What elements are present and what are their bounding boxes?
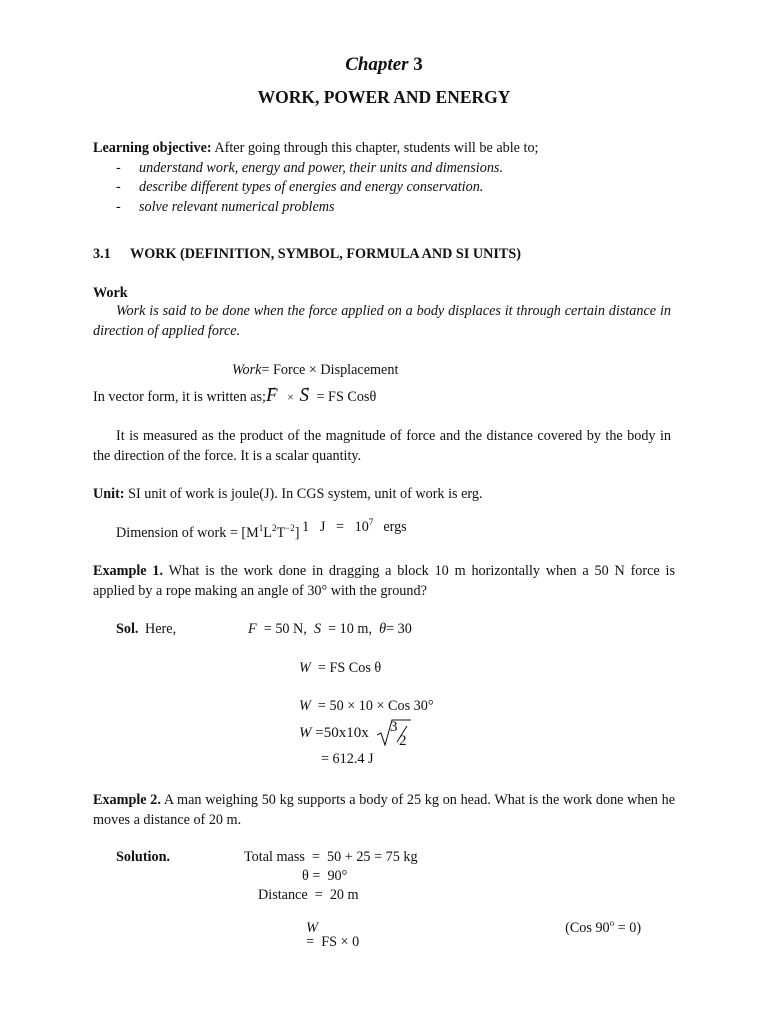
section-number: 3.1 — [93, 246, 111, 262]
solution-line-1 — [299, 661, 381, 675]
chapter-number: 3 — [413, 54, 423, 75]
learning-objective-label: Learning objective: — [93, 140, 212, 156]
objective-dash: - — [116, 160, 121, 176]
chapter-title: WORK, POWER AND ENERGY — [257, 87, 511, 107]
work-variable: W — [299, 698, 311, 714]
solution-row-theta: θ = 90° — [302, 868, 348, 884]
given-s: S — [313, 621, 322, 637]
displacement-vector: → S — [299, 384, 309, 408]
unit-label: Unit: — [93, 486, 125, 502]
work-heading: Work — [93, 285, 128, 301]
dimension-end: ] — [294, 525, 300, 541]
force-vector: → F — [266, 384, 278, 408]
sol-here: Here, — [145, 621, 177, 637]
work-variable: W — [306, 920, 318, 937]
dimension-t-exp: −2 — [285, 523, 295, 533]
fraction-numerator: 3 — [390, 719, 398, 735]
work-formula-lhs: Work — [232, 362, 262, 378]
unit-line — [93, 487, 483, 501]
vector-form-line — [93, 384, 376, 408]
example2-label: Example 2. — [93, 792, 161, 808]
solution-line-3 — [299, 726, 369, 741]
work-formula-rhs: = Force × Displacement — [261, 362, 399, 378]
example1-result: = 612.4 J — [321, 751, 374, 767]
solution-line-2 — [299, 699, 434, 713]
cross-symbol: × — [287, 390, 294, 404]
solution-line-3-rhs: =50x10x — [315, 725, 369, 741]
chapter-word: Chapter — [345, 54, 409, 75]
solution-row-total-mass: Total mass = 50 + 25 = 75 kg — [244, 849, 418, 865]
solution-label: Solution. — [116, 849, 171, 865]
objective-dash: - — [116, 179, 121, 195]
objective-item: describe different types of energies and energy conservation. — [139, 179, 484, 195]
solution-row-work-rhs: = FS × 0 — [306, 934, 360, 951]
conversion-exponent: 7 — [368, 517, 374, 528]
sol-label: Sol. — [116, 621, 139, 637]
section-title: WORK (DEFINITION, SYMBOL, FORMULA AND SI UNITS) — [130, 246, 521, 262]
example1-label: Example 1. — [93, 563, 164, 579]
chapter-heading — [0, 55, 768, 74]
cos90-note-b: = 0) — [614, 920, 642, 937]
given-f: F — [248, 621, 257, 637]
degree-sup: o — [609, 918, 615, 929]
work-variable: W — [299, 660, 311, 676]
conversion-lhs: 1 J = 10 — [302, 519, 369, 536]
work-scalar-text: It is measured as the product of the magnitude of force and the distance covered by the body in the direction of the force. It is a scalar quantity. — [93, 428, 671, 464]
given-theta-value: = 30 — [386, 621, 412, 637]
vector-form-rhs: = FS Cosθ — [316, 389, 377, 405]
solution-line-1-rhs: = FS Cos θ — [317, 660, 382, 676]
work-formula — [232, 363, 398, 377]
example2-text: A man weighing 50 kg supports a body of 25 kg on head. What is the work done when he moves a distance of 20 m. — [93, 792, 675, 828]
objective-item: solve relevant numerical problems — [139, 199, 335, 215]
example1-question — [93, 562, 675, 601]
vector-form-intro: In vector form, it is written as; — [93, 389, 266, 405]
dimension-text: Dimension of work = [M — [116, 525, 259, 541]
dimension-t: T — [276, 525, 286, 541]
work-variable: W — [299, 725, 312, 741]
fraction-denominator: 2 — [399, 733, 407, 749]
learning-objective-intro: After going through this chapter, students will be able to; — [214, 140, 539, 156]
solution-line-2-rhs: = 50 × 10 × Cos 30° — [317, 698, 434, 714]
cos90-note — [558, 907, 641, 935]
given-values — [248, 622, 412, 636]
given-theta: θ — [379, 621, 387, 637]
unit-text: SI unit of work is joule(J). In CGS system, unit of work is erg. — [128, 486, 483, 502]
conversion-rhs: ergs — [383, 519, 407, 536]
joule-erg-conversion — [295, 506, 407, 534]
dimension-m-exp: 1 — [258, 523, 264, 533]
learning-objective — [93, 141, 538, 155]
given-f-value: = 50 N, — [263, 621, 307, 637]
dimension-of-work — [116, 523, 300, 541]
example1-text: What is the work done in dragging a block 10 m horizontally when a 50 N force is applied by a rope making an angle of 30° with the ground? — [93, 563, 675, 599]
cos90-note-a: (Cos 90 — [565, 920, 610, 937]
objective-dash: - — [116, 199, 121, 215]
solution-row-work — [299, 907, 359, 950]
dimension-l: L — [263, 525, 272, 541]
work-definition: Work is said to be done when the force applied on a body displaces it through certain distance in direction of applied force. — [93, 303, 671, 339]
example2-question — [93, 791, 675, 830]
dimension-l-exp: 2 — [271, 523, 277, 533]
objective-item: understand work, energy and power, their units and dimensions. — [139, 160, 503, 176]
solution-row-distance: Distance = 20 m — [258, 887, 359, 903]
given-s-value: = 10 m, — [328, 621, 372, 637]
